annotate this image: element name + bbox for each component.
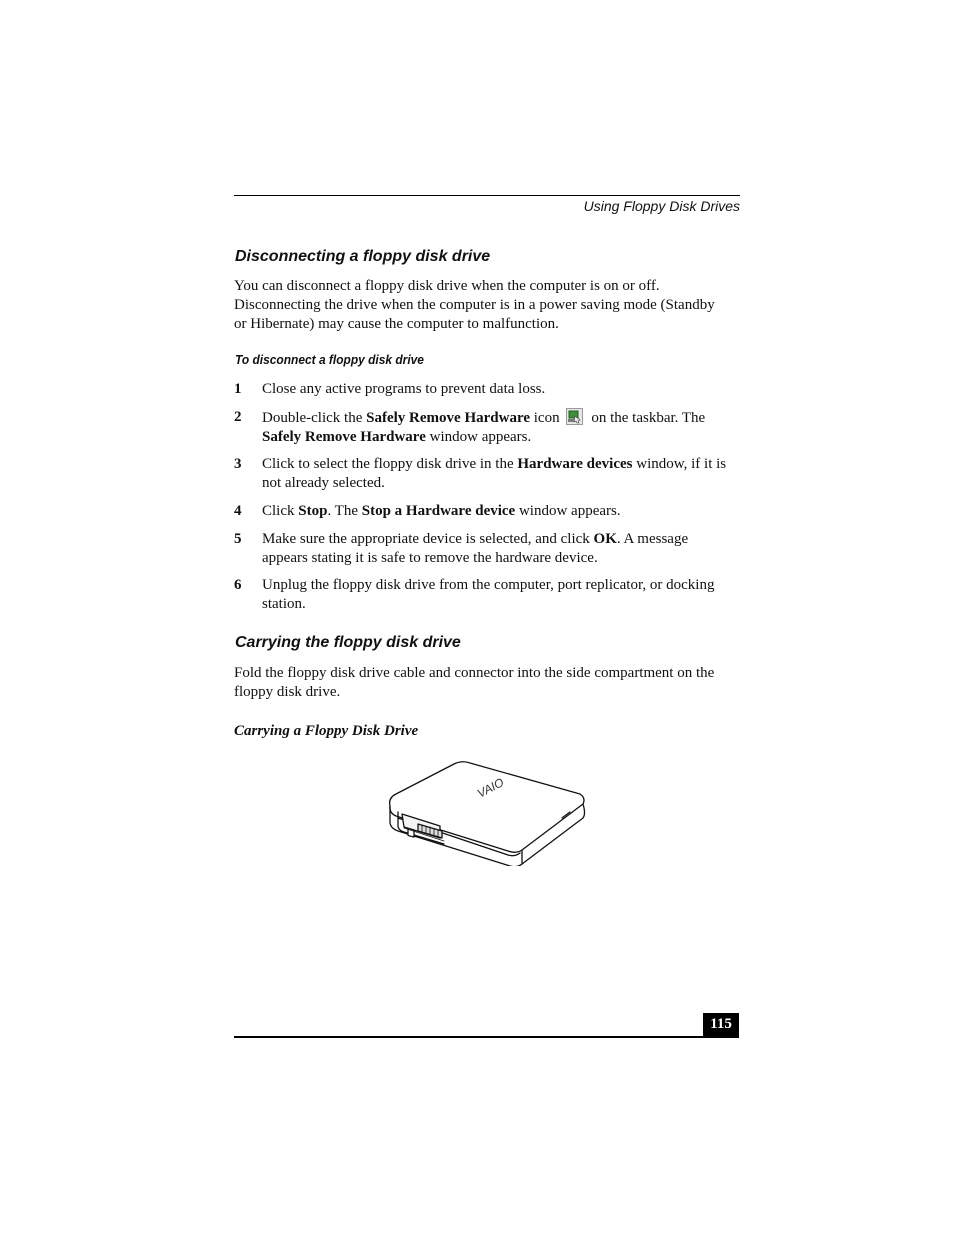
step-text-part: window appears. xyxy=(515,503,621,519)
figure-caption: Carrying a Floppy Disk Drive xyxy=(234,723,419,739)
step-text-part: Make sure the appropriate device is selected, and click xyxy=(262,531,594,547)
header-rule xyxy=(234,195,740,196)
step-text-part: . A message xyxy=(616,531,689,547)
step-number: 1 xyxy=(234,381,242,397)
procedure-title: To disconnect a floppy disk drive xyxy=(235,352,424,367)
floppy-drive-drawing xyxy=(384,758,590,866)
intro-line: You can disconnect a floppy disk drive when the computer is on or off. xyxy=(234,278,660,294)
step-text xyxy=(262,408,742,447)
step-text-part: window appears. xyxy=(425,429,532,445)
step-text-part: . The xyxy=(327,503,362,519)
step-number: 5 xyxy=(234,531,242,547)
carrying-paragraph xyxy=(234,664,744,702)
step-text-part: appears stating it is safe to remove the hardware device. xyxy=(262,550,598,566)
step-text-part: window, if it is xyxy=(632,456,727,472)
intro-line: or Hibernate) may cause the computer to malfunction. xyxy=(234,316,559,332)
step-text-part: on the taskbar. The xyxy=(587,410,706,426)
step-number: 4 xyxy=(234,503,242,519)
ui-term: OK xyxy=(593,531,617,547)
step-number: 2 xyxy=(234,409,242,425)
step-text: Close any active programs to prevent data loss. xyxy=(262,381,546,397)
intro-paragraph xyxy=(234,277,744,334)
step-text-part: Click xyxy=(262,503,299,519)
section-heading-disconnecting: Disconnecting a floppy disk drive xyxy=(235,248,491,265)
step-text xyxy=(262,576,742,614)
step-text-part: not already selected. xyxy=(262,475,385,491)
step-text xyxy=(262,530,742,568)
ui-term: Hardware devices xyxy=(517,456,633,472)
ui-term: Safely Remove Hardware xyxy=(262,429,426,445)
step-text xyxy=(262,502,742,521)
page-number: 115 xyxy=(703,1013,739,1037)
step-text-part: Click to select the floppy disk drive in the xyxy=(262,456,518,472)
step-number: 6 xyxy=(234,577,242,593)
step-text-part: Double-click the xyxy=(262,410,367,426)
step-text-part: station. xyxy=(262,596,306,612)
floppy-drive-illustration xyxy=(384,758,590,866)
body-line: Fold the floppy disk drive cable and connector into the side compartment on the xyxy=(234,665,715,681)
ui-term: Safely Remove Hardware xyxy=(366,410,530,426)
step-text xyxy=(262,455,742,493)
intro-line: Disconnecting the drive when the computer is in a power saving mode (Standby xyxy=(234,297,715,313)
step-text-part: Unplug the floppy disk drive from the computer, port replicator, or docking xyxy=(262,577,715,593)
running-header: Using Floppy Disk Drives xyxy=(583,198,740,214)
ui-term: Stop xyxy=(298,503,328,519)
footer-rule xyxy=(234,1036,739,1038)
step-number: 3 xyxy=(234,456,242,472)
body-line: floppy disk drive. xyxy=(234,684,341,700)
step-text-part: icon xyxy=(530,410,560,426)
ui-term: Stop a Hardware device xyxy=(361,503,516,519)
safely-remove-hardware-icon xyxy=(566,408,583,425)
section-heading-carrying: Carrying the floppy disk drive xyxy=(235,634,461,651)
vaio-logo: VAIO xyxy=(474,775,507,801)
